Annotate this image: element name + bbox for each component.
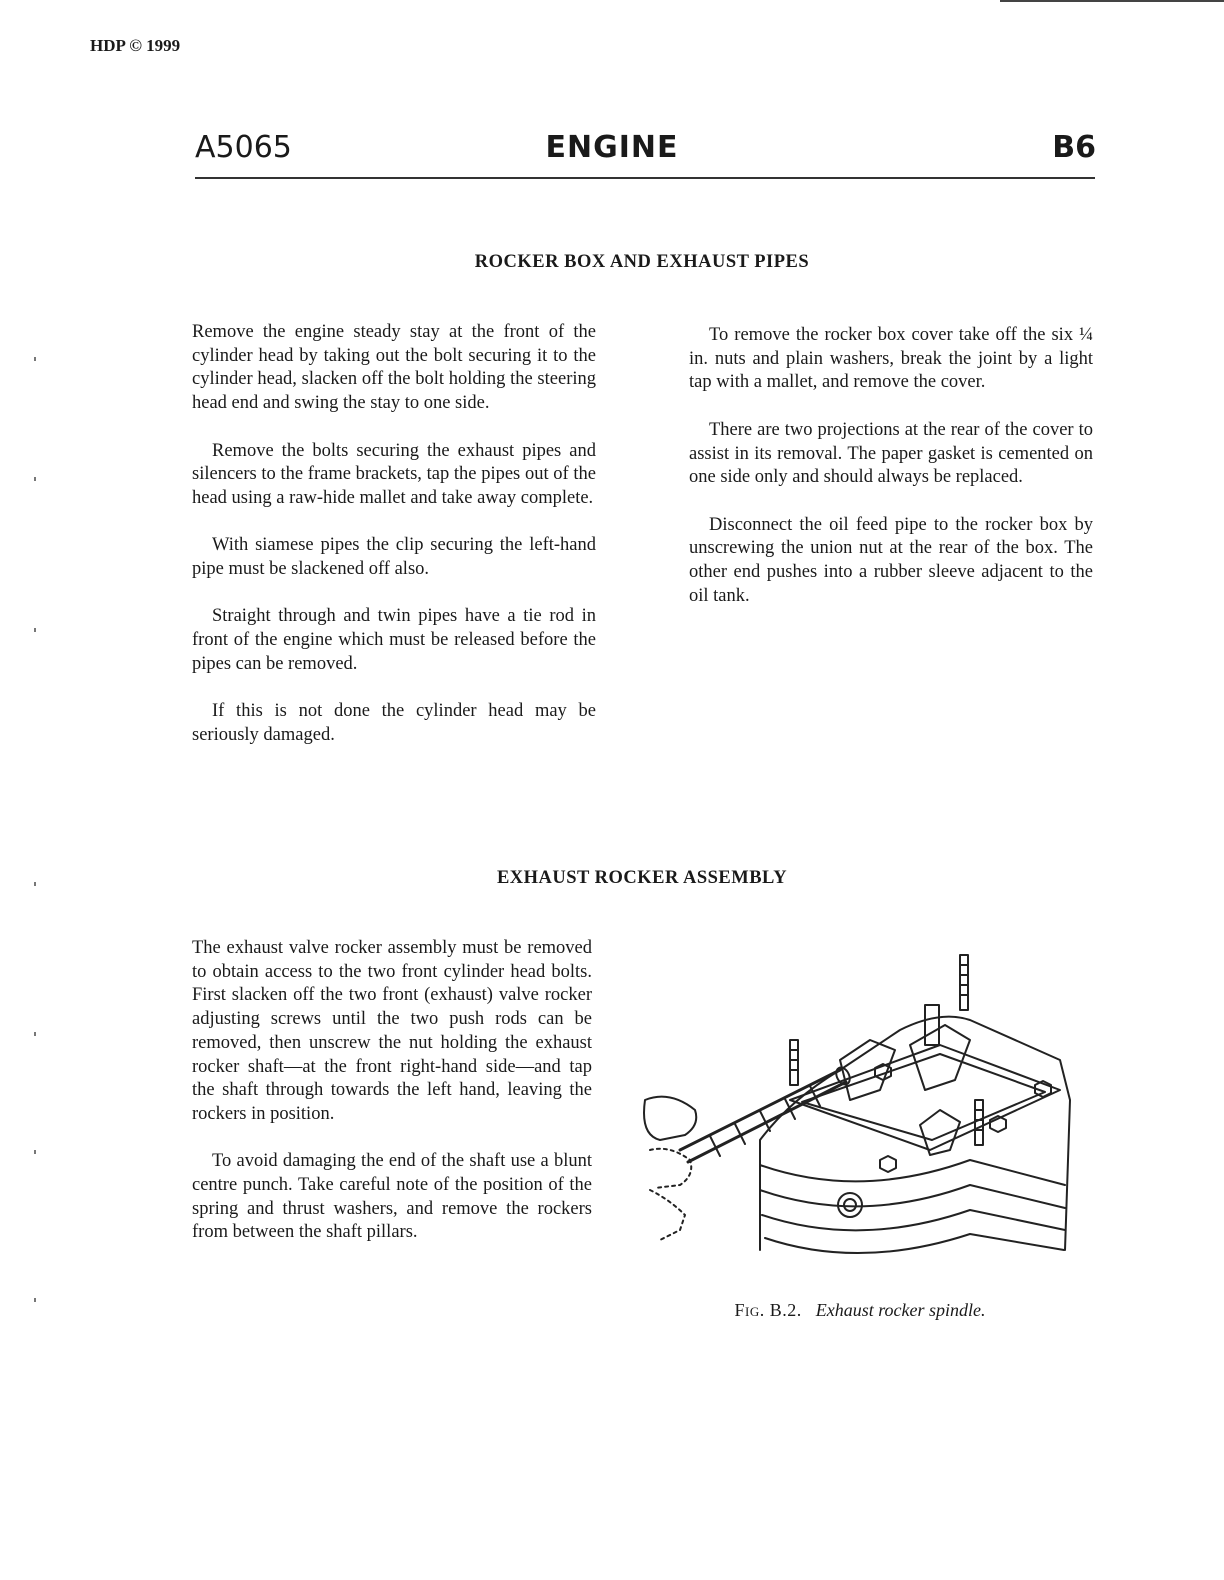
rocker-box-right-column bbox=[689, 324, 1093, 632]
paragraph: Straight through and twin pipes have a tie rod in front of the engine which must be released before the pipes can be removed. bbox=[192, 606, 596, 674]
header-title: ENGINE bbox=[545, 130, 679, 165]
paragraph: To remove the rocker box cover take off the six ¼ in. nuts and plain washers, break the joint by a light tap with a mallet, and remove the cover. bbox=[689, 325, 1093, 393]
figure-title: Exhaust rocker spindle. bbox=[815, 1300, 986, 1320]
rocker-box-left-column bbox=[192, 321, 596, 771]
figure-caption bbox=[640, 1300, 1080, 1321]
paragraph: To avoid damaging the end of the shaft use a blunt centre punch. Take careful note of the position of the spring and thrust washers, and remove the rockers from between the shaft pillars. bbox=[192, 1151, 592, 1243]
scan-speck bbox=[34, 1150, 36, 1154]
paragraph: Remove the engine steady stay at the front of the cylinder head by taking out the bolt securing it to the cylinder head, slacken off the bolt holding the steering head end and swing the stay to one side. bbox=[192, 322, 596, 414]
scan-speck bbox=[34, 882, 36, 886]
exhaust-rocker-column bbox=[192, 937, 592, 1269]
scan-speck bbox=[34, 1298, 36, 1302]
header-part-number: A5065 bbox=[195, 130, 292, 165]
paragraph: If this is not done the cylinder head may be seriously damaged. bbox=[192, 701, 596, 745]
section-title-rocker-box: ROCKER BOX AND EXHAUST PIPES bbox=[474, 252, 810, 272]
scan-speck bbox=[34, 1032, 36, 1036]
scan-speck bbox=[34, 628, 36, 632]
paragraph: Remove the bolts securing the exhaust pipes and silencers to the frame brackets, tap the pipes out of the head using a raw-hide mallet and take away complete. bbox=[192, 440, 596, 508]
header-rule bbox=[195, 177, 1095, 179]
scan-speck bbox=[34, 357, 36, 361]
paragraph: The exhaust valve rocker assembly must be removed to obtain access to the two front cylinder head bolts. First slacken off the two front (exhaust) valve rocker adjusting screws until the two push rods can be removed, then unscrew the nut holding the exhaust rocker shaft—at the front right-hand side—and tap the shaft through towards the left hand, leaving the rockers in position. bbox=[192, 938, 592, 1124]
top-edge-line bbox=[1000, 0, 1224, 2]
figure-label: Fig. B.2. bbox=[734, 1300, 802, 1320]
paragraph: Disconnect the oil feed pipe to the rocker box by unscrewing the union nut at the rear of the box. The other end pushes into a rubber sleeve adjacent to the oil tank. bbox=[689, 514, 1093, 606]
exhaust-rocker-spindle-illustration bbox=[640, 950, 1080, 1280]
scan-speck bbox=[34, 477, 36, 481]
paragraph: With siamese pipes the clip securing the left-hand pipe must be slackened off also. bbox=[192, 535, 596, 579]
section-title-exhaust-rocker: EXHAUST ROCKER ASSEMBLY bbox=[496, 868, 788, 888]
paragraph: There are two projections at the rear of the cover to assist in its removal. The paper gasket is cemented on one side only and should always be replaced. bbox=[689, 419, 1093, 488]
header-page-code: B6 bbox=[1052, 130, 1096, 165]
copyright-notice: HDP © 1999 bbox=[90, 36, 181, 55]
